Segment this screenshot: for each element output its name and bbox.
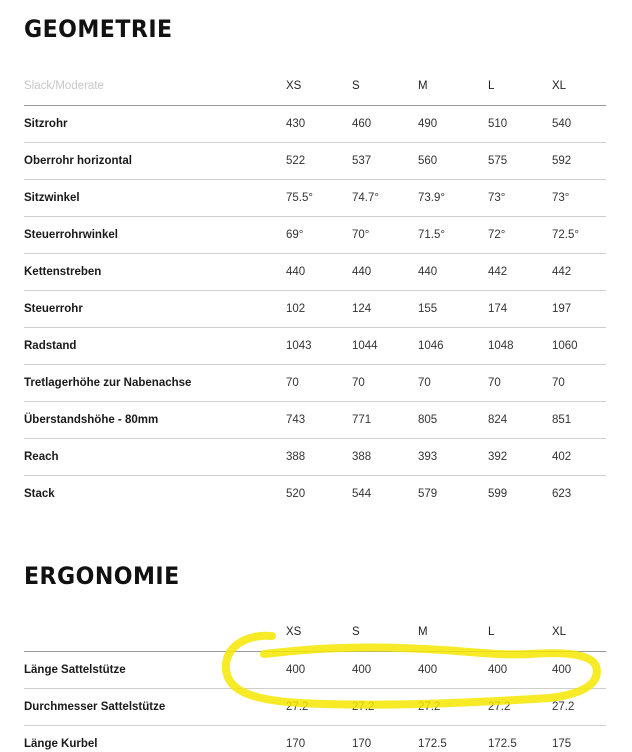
ergonomics-size-s: S [352,626,360,639]
ergonomics-row-label: Länge Kurbel [24,737,98,750]
geometry-row [24,327,606,364]
ergonomics-row-value: 27.2 [552,700,575,713]
ergonomics-row-value: 172.5 [488,737,517,750]
geometry-row-value: 73° [488,191,506,204]
ergonomics-row-value: 172.5 [418,737,447,750]
geometry-row [24,216,606,253]
geometry-row-value: 442 [552,265,572,278]
geometry-row-value: 402 [552,450,572,463]
ergonomics-row [24,688,606,725]
ergonomics-row-value: 400 [418,663,438,676]
geometry-row-value: 1044 [352,339,378,352]
geometry-row [24,290,606,327]
geometry-row-value: 388 [286,450,306,463]
geometry-row-value: 560 [418,154,438,167]
ergonomics-table [24,614,606,752]
geometry-row-value: 124 [352,302,372,315]
ergonomics-section-title: ERGONOMIE [24,562,180,590]
geometry-row-value: 430 [286,117,306,130]
ergonomics-row-value: 170 [352,737,372,750]
geometry-row-label: Kettenstreben [24,265,102,278]
geometry-row-value: 393 [418,450,438,463]
geometry-row-value: 74.7° [352,191,379,204]
geometry-row-label: Reach [24,450,59,463]
geometry-row-value: 1060 [552,339,578,352]
geometry-row-value: 72° [488,228,506,241]
geometry-row-value: 490 [418,117,438,130]
geometry-row-value: 1046 [418,339,444,352]
geometry-row-value: 579 [418,487,438,500]
geometry-row-value: 102 [286,302,306,315]
geometry-row-label: Steuerrohr [24,302,83,315]
geometry-row-value: 197 [552,302,572,315]
geometry-row-value: 623 [552,487,572,500]
geometry-size-xs: XS [286,80,302,93]
ergonomics-size-xs: XS [286,626,302,639]
geometry-row-value: 70 [488,376,501,389]
geometry-row-value: 510 [488,117,508,130]
ergonomics-row-label: Durchmesser Sattelstütze [24,700,166,713]
geometry-row-value: 599 [488,487,508,500]
geometry-row-value: 70 [286,376,299,389]
ergonomics-row [24,725,606,752]
geometry-row-label: Stack [24,487,55,500]
geometry-row-value: 851 [552,413,572,426]
geometry-row-label: Sitzwinkel [24,191,80,204]
ergonomics-size-m: M [418,626,428,639]
ergonomics-row-value: 400 [552,663,572,676]
geometry-row-value: 70 [552,376,565,389]
ergonomics-row-value: 170 [286,737,306,750]
geometry-row-value: 70° [352,228,370,241]
geometry-row-value: 540 [552,117,572,130]
geometry-row-value: 440 [352,265,372,278]
geometry-row-value: 174 [488,302,508,315]
geometry-row-value: 442 [488,265,508,278]
geometry-row-value: 592 [552,154,572,167]
geometry-row [24,438,606,475]
geometry-row-value: 70 [352,376,365,389]
ergonomics-row-value: 27.2 [352,700,375,713]
geometry-size-s: S [352,80,360,93]
geometry-row-label: Radstand [24,339,77,352]
geometry-row-value: 75.5° [286,191,313,204]
geometry-row-value: 824 [488,413,508,426]
geometry-row-label: Überstandshöhe - 80mm [24,413,159,426]
geometry-header-row [24,68,606,105]
geometry-row-value: 522 [286,154,306,167]
ergonomics-row-value: 27.2 [488,700,511,713]
geometry-size-m: M [418,80,428,93]
ergonomics-row-value: 400 [352,663,372,676]
geometry-row-value: 71.5° [418,228,445,241]
geometry-corner-label: Slack/Moderate [24,80,104,93]
geometry-row [24,142,606,179]
geometry-row [24,105,606,142]
geometry-row-value: 520 [286,487,306,500]
geometry-row-value: 388 [352,450,372,463]
ergonomics-size-l: L [488,626,495,639]
geometry-row-value: 72.5° [552,228,579,241]
geometry-row [24,475,606,512]
ergonomics-row-value: 400 [286,663,306,676]
geometry-row-value: 537 [352,154,372,167]
geometry-row-label: Steuerrohrwinkel [24,228,118,241]
geometry-size-l: L [488,80,495,93]
geometry-row-value: 771 [352,413,372,426]
geometry-row-label: Oberrohr horizontal [24,154,132,167]
geometry-row-label: Tretlagerhöhe zur Nabenachse [24,376,192,389]
ergonomics-row-label: Länge Sattelstütze [24,663,126,676]
geometry-row-value: 575 [488,154,508,167]
geometry-row-label: Sitzrohr [24,117,68,130]
geometry-size-xl: XL [552,80,567,93]
geometry-row-value: 743 [286,413,306,426]
geometry-row-value: 155 [418,302,438,315]
ergonomics-corner-label [24,614,286,651]
geometry-row-value: 70 [418,376,431,389]
geometry-row-value: 460 [352,117,372,130]
geometry-row-value: 73° [552,191,570,204]
ergonomics-row-value: 175 [552,737,572,750]
ergonomics-row-value: 27.2 [286,700,309,713]
geometry-row-value: 1043 [286,339,312,352]
geometry-row-value: 440 [286,265,306,278]
ergonomics-row-value: 400 [488,663,508,676]
geometry-row-value: 1048 [488,339,514,352]
geometry-row-value: 73.9° [418,191,445,204]
ergonomics-header-row [24,614,606,651]
geometry-row-value: 440 [418,265,438,278]
geometry-row-value: 69° [286,228,304,241]
geometry-table [24,68,606,512]
geometry-row [24,364,606,401]
geometry-row [24,253,606,290]
geometry-section-title: GEOMETRIE [24,15,173,43]
geometry-row-value: 805 [418,413,438,426]
geometry-row [24,401,606,438]
ergonomics-size-xl: XL [552,626,567,639]
geometry-row [24,179,606,216]
ergonomics-row-value: 27.2 [418,700,441,713]
ergonomics-row [24,651,606,688]
geometry-row-value: 392 [488,450,508,463]
geometry-row-value: 544 [352,487,372,500]
